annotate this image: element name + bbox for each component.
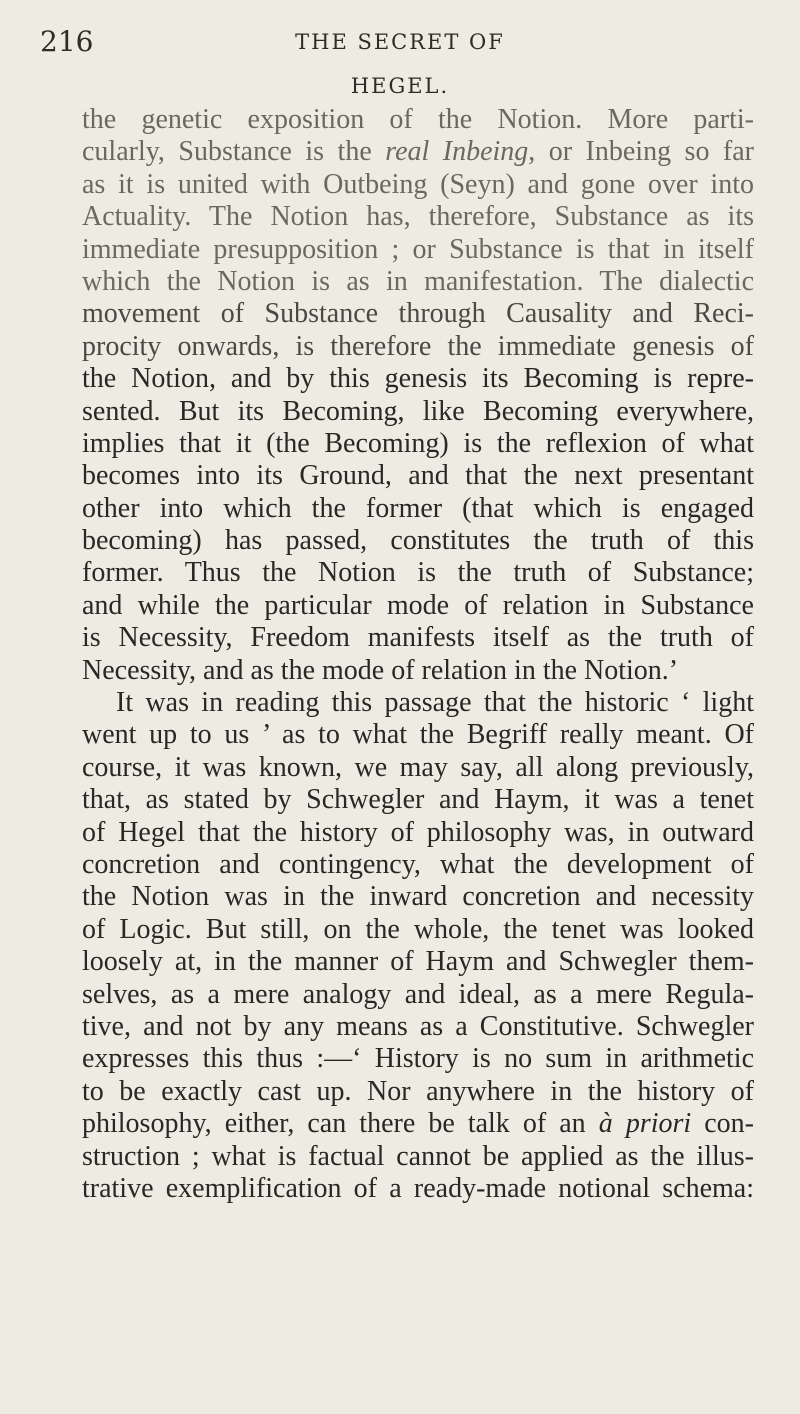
text-segment: con-: [691, 1108, 754, 1140]
text-line: tive, and not by any means as a Constitutive. Schwegler: [82, 1010, 754, 1042]
text-segment: , or Inbeing so far: [528, 136, 754, 168]
text-line: expresses this thus :—‘ History is no sum in arithmetic: [82, 1043, 754, 1075]
text-line: which the Notion is as in manifestation. The dialectic: [82, 265, 754, 297]
text-segment: philosophy, either, can there be talk of an: [82, 1108, 599, 1140]
text-line: selves, as a mere analogy and ideal, as a mere Regula-: [82, 978, 754, 1010]
text-line: immediate presupposition ; or Substance is that in itself: [82, 233, 754, 265]
italic-phrase: real Inbeing: [385, 136, 529, 168]
running-head: [40, 20, 760, 98]
italic-phrase: à priori: [598, 1108, 692, 1140]
body-text: [82, 104, 754, 1205]
text-line: It was in reading this passage that the historic ‘ light: [116, 687, 754, 719]
text-line: course, it was known, we may say, all along previously,: [82, 751, 754, 783]
text-segment: cularly, Substance is the: [82, 136, 386, 168]
text-line: of Logic. But still, on the whole, the tenet was looked: [82, 913, 754, 945]
text-line: to be exactly cast up. Nor anywhere in the history of: [82, 1075, 754, 1107]
text-line: procity onwards, is therefore the immediate genesis of: [82, 330, 754, 362]
text-line: as it is united with Outbeing (Seyn) and gone over into: [82, 168, 754, 200]
text-line: becomes into its Ground, and that the next presentant: [82, 460, 754, 492]
text-line: and while the particular mode of relation in Substance: [82, 589, 754, 621]
text-line: of Hegel that the history of philosophy was, in outward: [82, 816, 754, 848]
text-line: former. Thus the Notion is the truth of Substance;: [82, 557, 754, 589]
text-line: trative exemplification of a ready-made notional schema:: [82, 1172, 754, 1204]
running-title: THE SECRET OF HEGEL.: [295, 30, 505, 98]
text-line: the Notion, and by this genesis its Becoming is repre-: [82, 363, 754, 395]
text-line: is Necessity, Freedom manifests itself as the truth of: [82, 622, 754, 654]
text-line: Actuality. The Notion has, therefore, Substance as its: [82, 201, 754, 233]
text-line: [82, 136, 754, 168]
text-line: Necessity, and as the mode of relation in the Notion.’: [82, 654, 679, 686]
text-line: the genetic exposition of the Notion. More parti-: [82, 104, 754, 135]
text-line: [82, 1108, 754, 1140]
text-line: went up to us ’ as to what the Begriff really meant. Of: [82, 719, 754, 751]
text-line: the Notion was in the inward concretion and necessity: [82, 881, 754, 913]
page-number: 216: [40, 25, 94, 58]
text-line: struction ; what is factual cannot be applied as the illus-: [82, 1140, 754, 1172]
text-line: movement of Substance through Causality and Reci-: [82, 298, 754, 330]
text-line: loosely at, in the manner of Haym and Schwegler them-: [82, 946, 754, 978]
text-line: concretion and contingency, what the development of: [82, 848, 754, 880]
text-line: implies that it (the Becoming) is the reflexion of what: [82, 427, 754, 459]
text-line: becoming) has passed, constitutes the truth of this: [82, 525, 754, 557]
text-line: sented. But its Becoming, like Becoming everywhere,: [82, 395, 754, 427]
text-line: other into which the former (that which is engaged: [82, 492, 754, 524]
text-line: that, as stated by Schwegler and Haym, it was a tenet: [82, 784, 754, 816]
